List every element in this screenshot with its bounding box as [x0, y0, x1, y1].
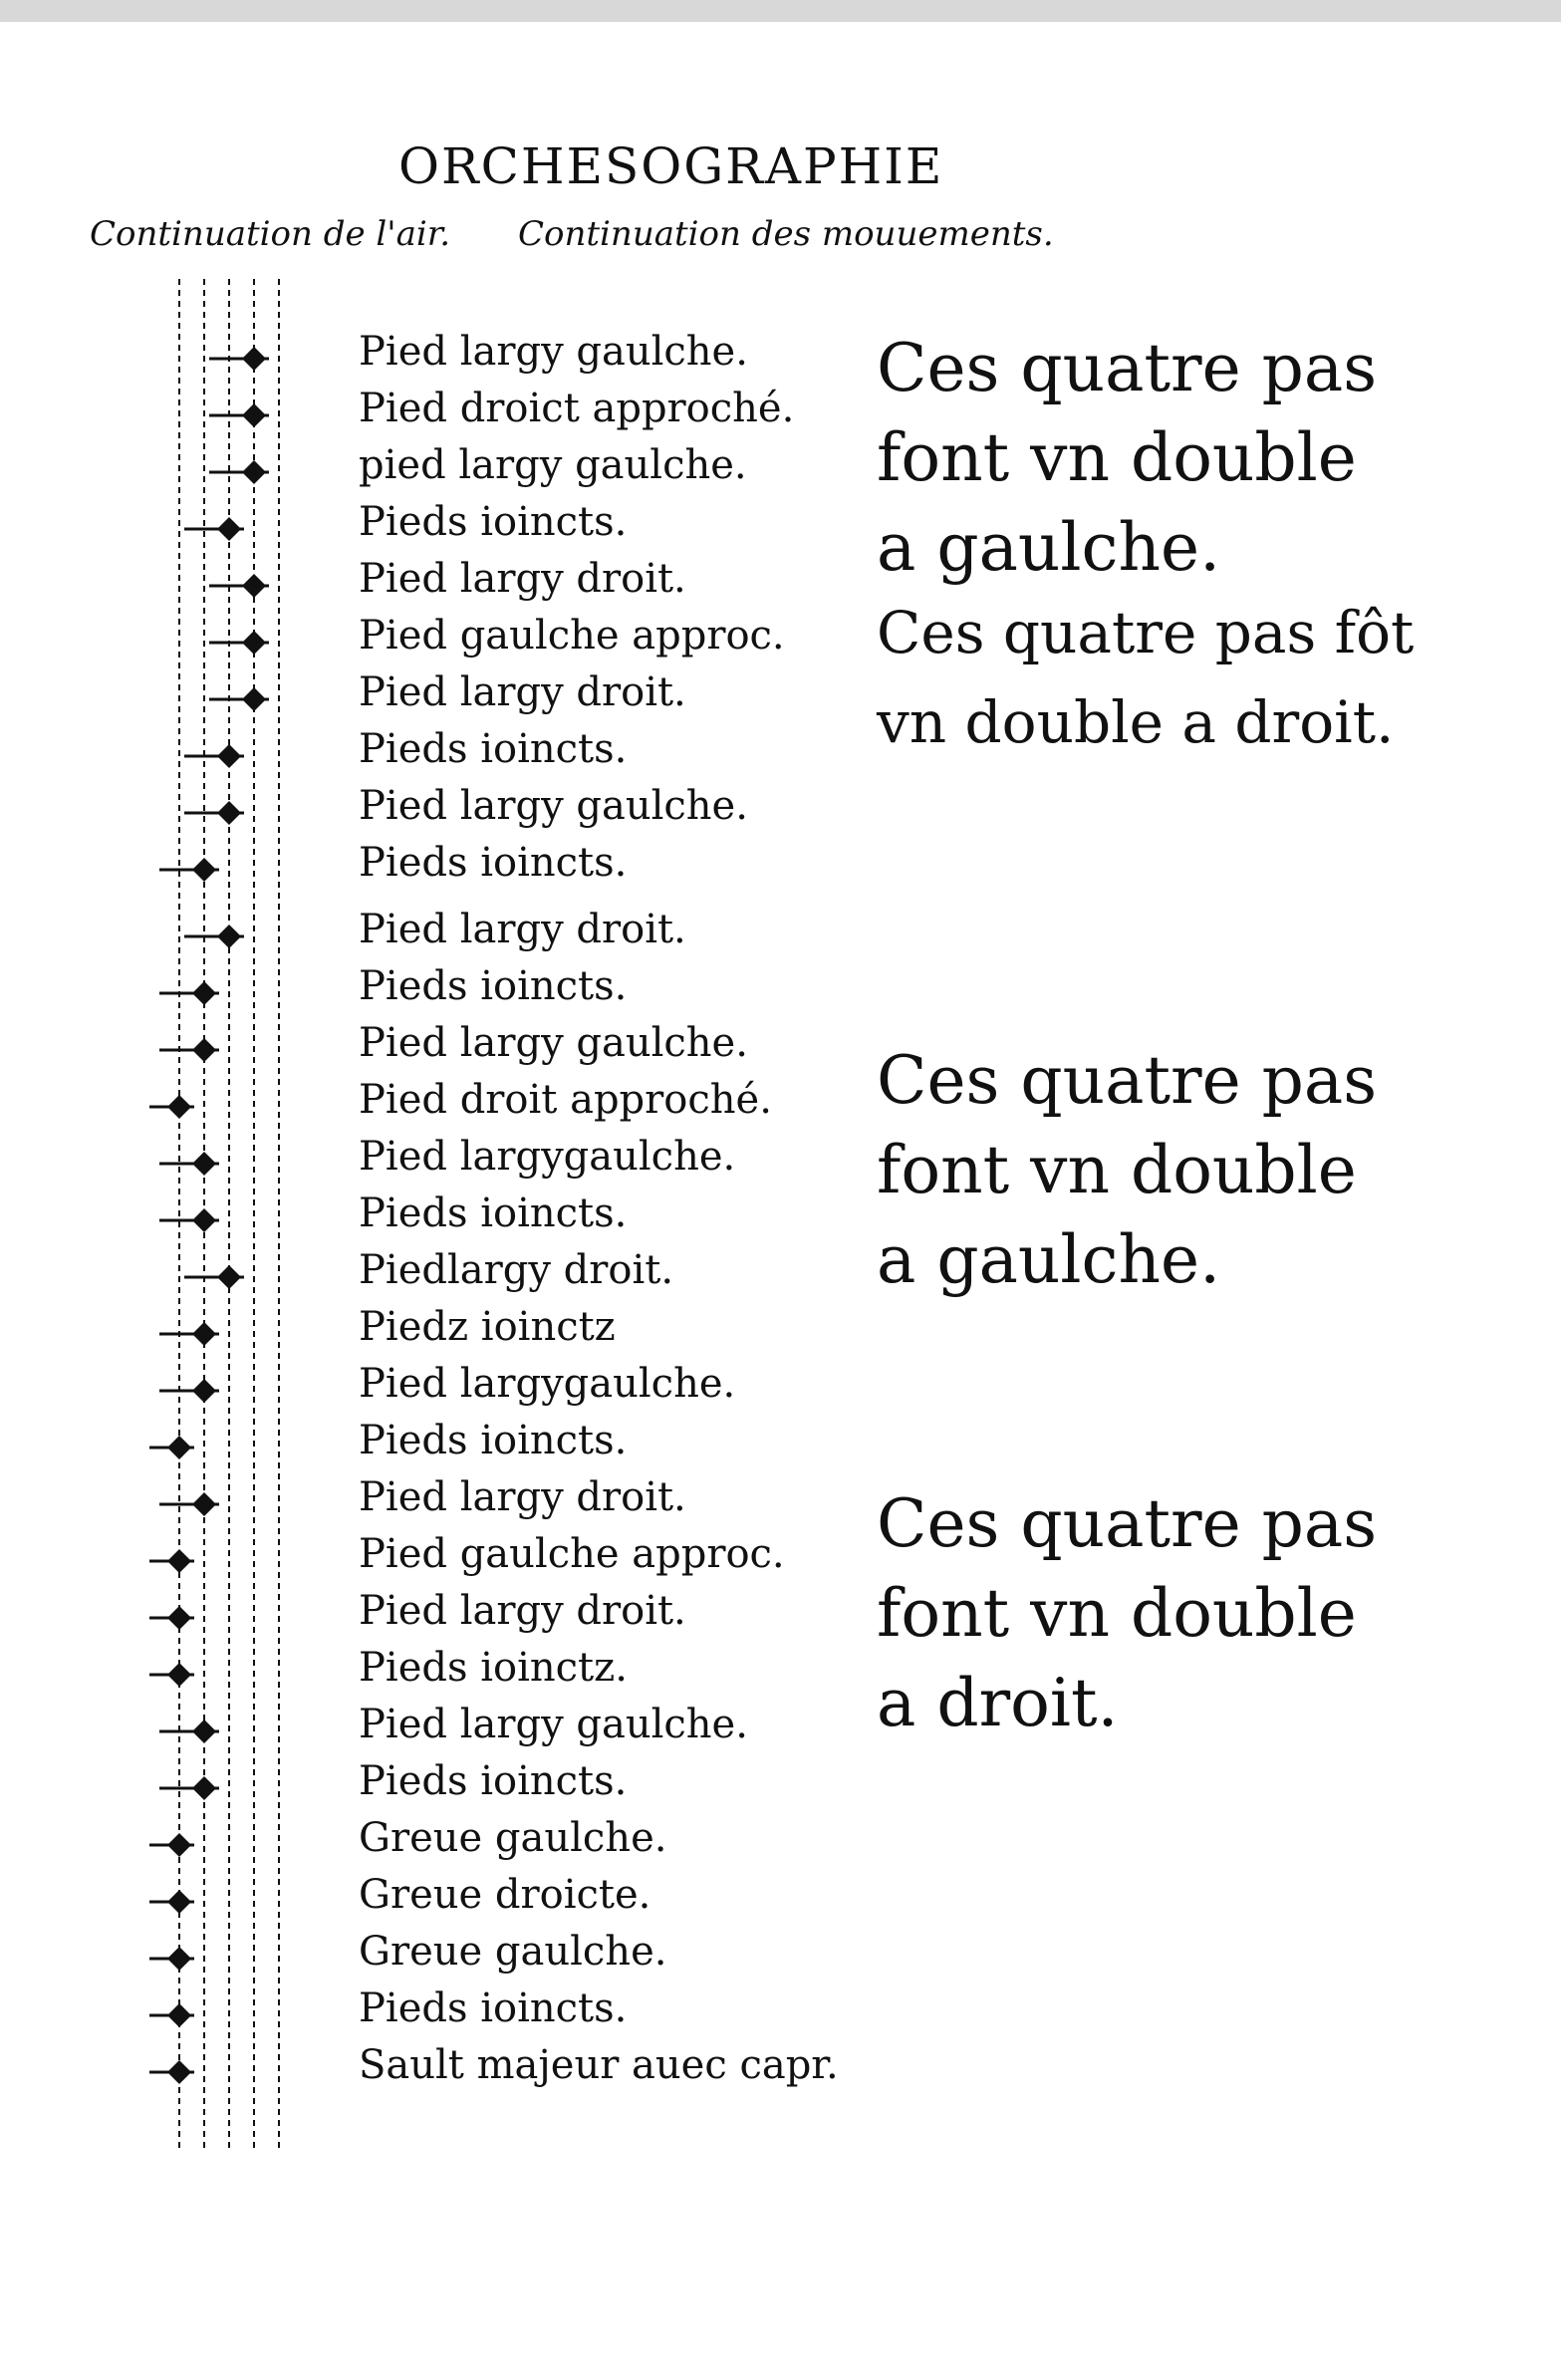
step-group-note [877, 588, 1474, 767]
step-label: Pieds ioincts. [359, 1985, 628, 2031]
note-line: a droit. [877, 1665, 1119, 1741]
step-label: Greue gaulche. [359, 1929, 667, 1975]
air-column-heading: Continuation de l'air. [90, 214, 451, 254]
note-head [242, 631, 266, 655]
note-head [242, 347, 266, 371]
note-head [217, 925, 241, 948]
note-head [192, 1322, 216, 1346]
note-line: a gaulche. [877, 1221, 1221, 1298]
note-head [192, 1152, 216, 1176]
note-head [167, 1663, 191, 1687]
step-label: Pieds ioinctz. [359, 1645, 628, 1691]
note-head [192, 1208, 216, 1232]
note-head [242, 574, 266, 598]
note-head [192, 1719, 216, 1743]
note-head [167, 1549, 191, 1573]
step-label: Pieds ioincts. [359, 1758, 628, 1804]
tablature-staff [149, 279, 309, 2152]
step-label: pied largy gaulche. [359, 442, 747, 488]
step-label: Pieds ioincts. [359, 499, 628, 545]
step-label: Pied largy gaulche. [359, 1020, 748, 1066]
step-label: Pied largy droit. [359, 1474, 686, 1520]
note-head [192, 858, 216, 882]
page-top-edge [0, 0, 1561, 22]
step-label: Pied droict approché. [359, 386, 795, 431]
note-head [167, 2060, 191, 2084]
step-label: Pied gaulche approc. [359, 1531, 785, 1577]
note-head [192, 981, 216, 1005]
note-head [242, 460, 266, 484]
step-label: Pied droit approché. [359, 1077, 772, 1123]
note-head [217, 1265, 241, 1289]
note-line: Ces quatre pas [877, 1485, 1378, 1562]
note-line: Ces quatre pas fôt [877, 599, 1415, 666]
step-label: Pieds ioincts. [359, 726, 628, 772]
step-label: Pied largy droit. [359, 1588, 686, 1634]
movements-column-heading: Continuation des mouuements. [518, 214, 1054, 254]
step-group-note [877, 1036, 1474, 1305]
note-line: Ces quatre pas [877, 330, 1378, 406]
step-label: Piedlargy droit. [359, 1247, 674, 1293]
step-group-note [877, 1479, 1474, 1748]
step-label: Pied largy droit. [359, 556, 686, 602]
note-line: vn double a droit. [877, 688, 1395, 756]
note-head [167, 1436, 191, 1459]
note-line: font vn double [877, 419, 1357, 496]
note-head [167, 1947, 191, 1971]
note-line: Ces quatre pas [877, 1042, 1378, 1119]
step-label: Greue gaulche. [359, 1815, 667, 1861]
step-label: Pied gaulche approc. [359, 613, 785, 659]
note-head [167, 1606, 191, 1630]
step-label: Sault majeur auec capr. [359, 2042, 839, 2088]
note-head [167, 1095, 191, 1119]
note-head [217, 517, 241, 541]
note-head [167, 2003, 191, 2027]
step-label: Pied largy droit. [359, 669, 686, 715]
step-label: Greue droicte. [359, 1872, 651, 1918]
step-label: Pieds ioincts. [359, 840, 628, 886]
note-head [192, 1776, 216, 1800]
note-head [242, 403, 266, 427]
note-head [192, 1379, 216, 1403]
step-label: Pied largygaulche. [359, 1361, 736, 1407]
note-line: font vn double [877, 1575, 1357, 1652]
step-label: Pied largy droit. [359, 907, 686, 952]
note-head [167, 1833, 191, 1857]
note-line: font vn double [877, 1132, 1357, 1208]
step-label: Pieds ioincts. [359, 1418, 628, 1463]
step-label: Pieds ioincts. [359, 963, 628, 1009]
note-head [192, 1038, 216, 1062]
step-label: Piedz ioinctz [359, 1304, 616, 1350]
step-label: Pied largy gaulche. [359, 783, 748, 829]
step-group-note [877, 324, 1474, 593]
note-head [167, 1890, 191, 1914]
note-head [217, 744, 241, 768]
note-head [192, 1492, 216, 1516]
step-label: Pied largy gaulche. [359, 1702, 748, 1747]
step-label: Pied largygaulche. [359, 1134, 736, 1180]
step-label: Pieds ioincts. [359, 1190, 628, 1236]
step-label: Pied largy gaulche. [359, 329, 748, 375]
note-line: a gaulche. [877, 509, 1221, 586]
note-head [242, 687, 266, 711]
note-head [217, 801, 241, 825]
page-title: ORCHESOGRAPHIE [398, 137, 944, 195]
